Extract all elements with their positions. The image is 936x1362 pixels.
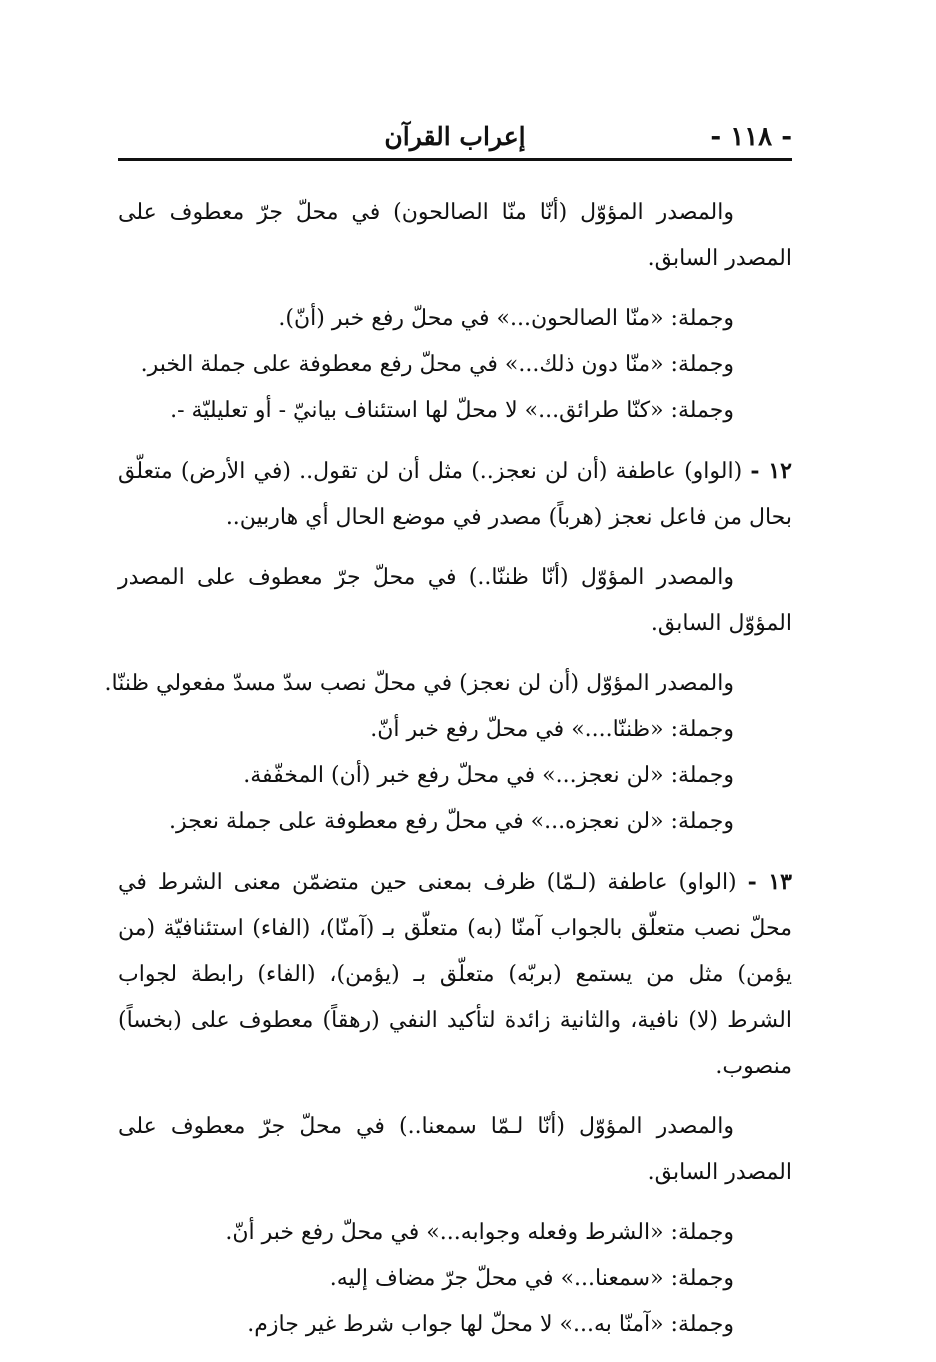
analysis-line: وجملة: «الشرط وفعله وجوابه...» في محلّ رفع خبر أنّ. <box>225 1220 734 1245</box>
analysis-line: وجملة: «منّا دون ذلك...» في محلّ رفع معطوفة على جملة الخبر. <box>140 352 734 377</box>
analysis-line: والمصدر المؤوّل (أن لن نعجز) في محلّ نصب سدّ مسدّ مفعولي ظننّا. <box>104 671 734 696</box>
page-number: - ١١٨ - <box>710 122 792 152</box>
analysis-line: وجملة: «آمنّا به...» لا محلّ لها جواب شرط غير جازم. <box>247 1312 734 1337</box>
analysis-line: وجملة: «سمعنا...» في محلّ جرّ مضاف إليه. <box>329 1266 734 1291</box>
paragraph-masdar-3: والمصدر المؤوّل (أنّا لـمّا سمعنا..) في محلّ جرّ معطوف على المصدر السابق. <box>118 1114 792 1185</box>
sentence-analysis-list-1 <box>118 296 792 434</box>
verse-12-paragraph <box>118 448 792 541</box>
analysis-line: وجملة: «لن نعجز...» في محلّ رفع خبر (أن) المخفّفة. <box>243 763 734 788</box>
verse-12-text: (الواو) عاطفة (أن لن نعجز..) مثل أن لن تقول.. (في الأرض) متعلّق بحال من فاعل نعجز (هرباً) مصدر في موضع الحال أي هاربين.. <box>118 459 792 530</box>
analysis-line: وجملة: «منّا الصالحون...» في محلّ رفع خبر (أنّ). <box>278 306 734 331</box>
analysis-line: وجملة: «كنّا طرائق...» لا محلّ لها استئناف بيانيّ - أو تعليليّة -. <box>170 398 734 423</box>
page-body <box>104 190 792 1362</box>
sentence-analysis-list-3 <box>118 1210 792 1348</box>
verse-number: ١٢ - <box>750 458 792 484</box>
book-title: إعراب القرآن <box>384 122 526 151</box>
paragraph-masdar-2: والمصدر المؤوّل (أنّا ظننّا..) في محلّ جرّ معطوف على المصدر المؤوّل السابق. <box>118 565 792 636</box>
verse-13-paragraph <box>118 859 792 1090</box>
analysis-line: وجملة: «ظننّا....» في محلّ رفع خبر أنّ. <box>370 717 734 742</box>
analysis-line: وجملة: «لن نعجزه...» في محلّ رفع معطوفة على جملة نعجز. <box>168 809 734 834</box>
sentence-analysis-list-2 <box>104 661 792 845</box>
verse-13-text: (الواو) عاطفة (لـمّا) ظرف بمعنى حين متضمّن معنى الشرط في محلّ نصب متعلّق بالجواب آمنّا (به) متعلّق بـ (آمنّا)، (الفاء) استئنافيّة (من يؤمن) مثل من يستمع (بربّه) متعلّق بـ (يؤمن)، (الفاء) رابطة لجواب الشرط (لا) نافية، والثانية زائدة لتأكيد النفي (رهقاً) معطوف على (بخساً) منصوب. <box>118 870 792 1079</box>
paragraph-masdar-1: والمصدر المؤوّل (أنّا منّا الصالحون) في محلّ جرّ معطوف على المصدر السابق. <box>118 200 792 271</box>
verse-number: ١٣ - <box>747 869 792 895</box>
running-header <box>118 118 792 161</box>
